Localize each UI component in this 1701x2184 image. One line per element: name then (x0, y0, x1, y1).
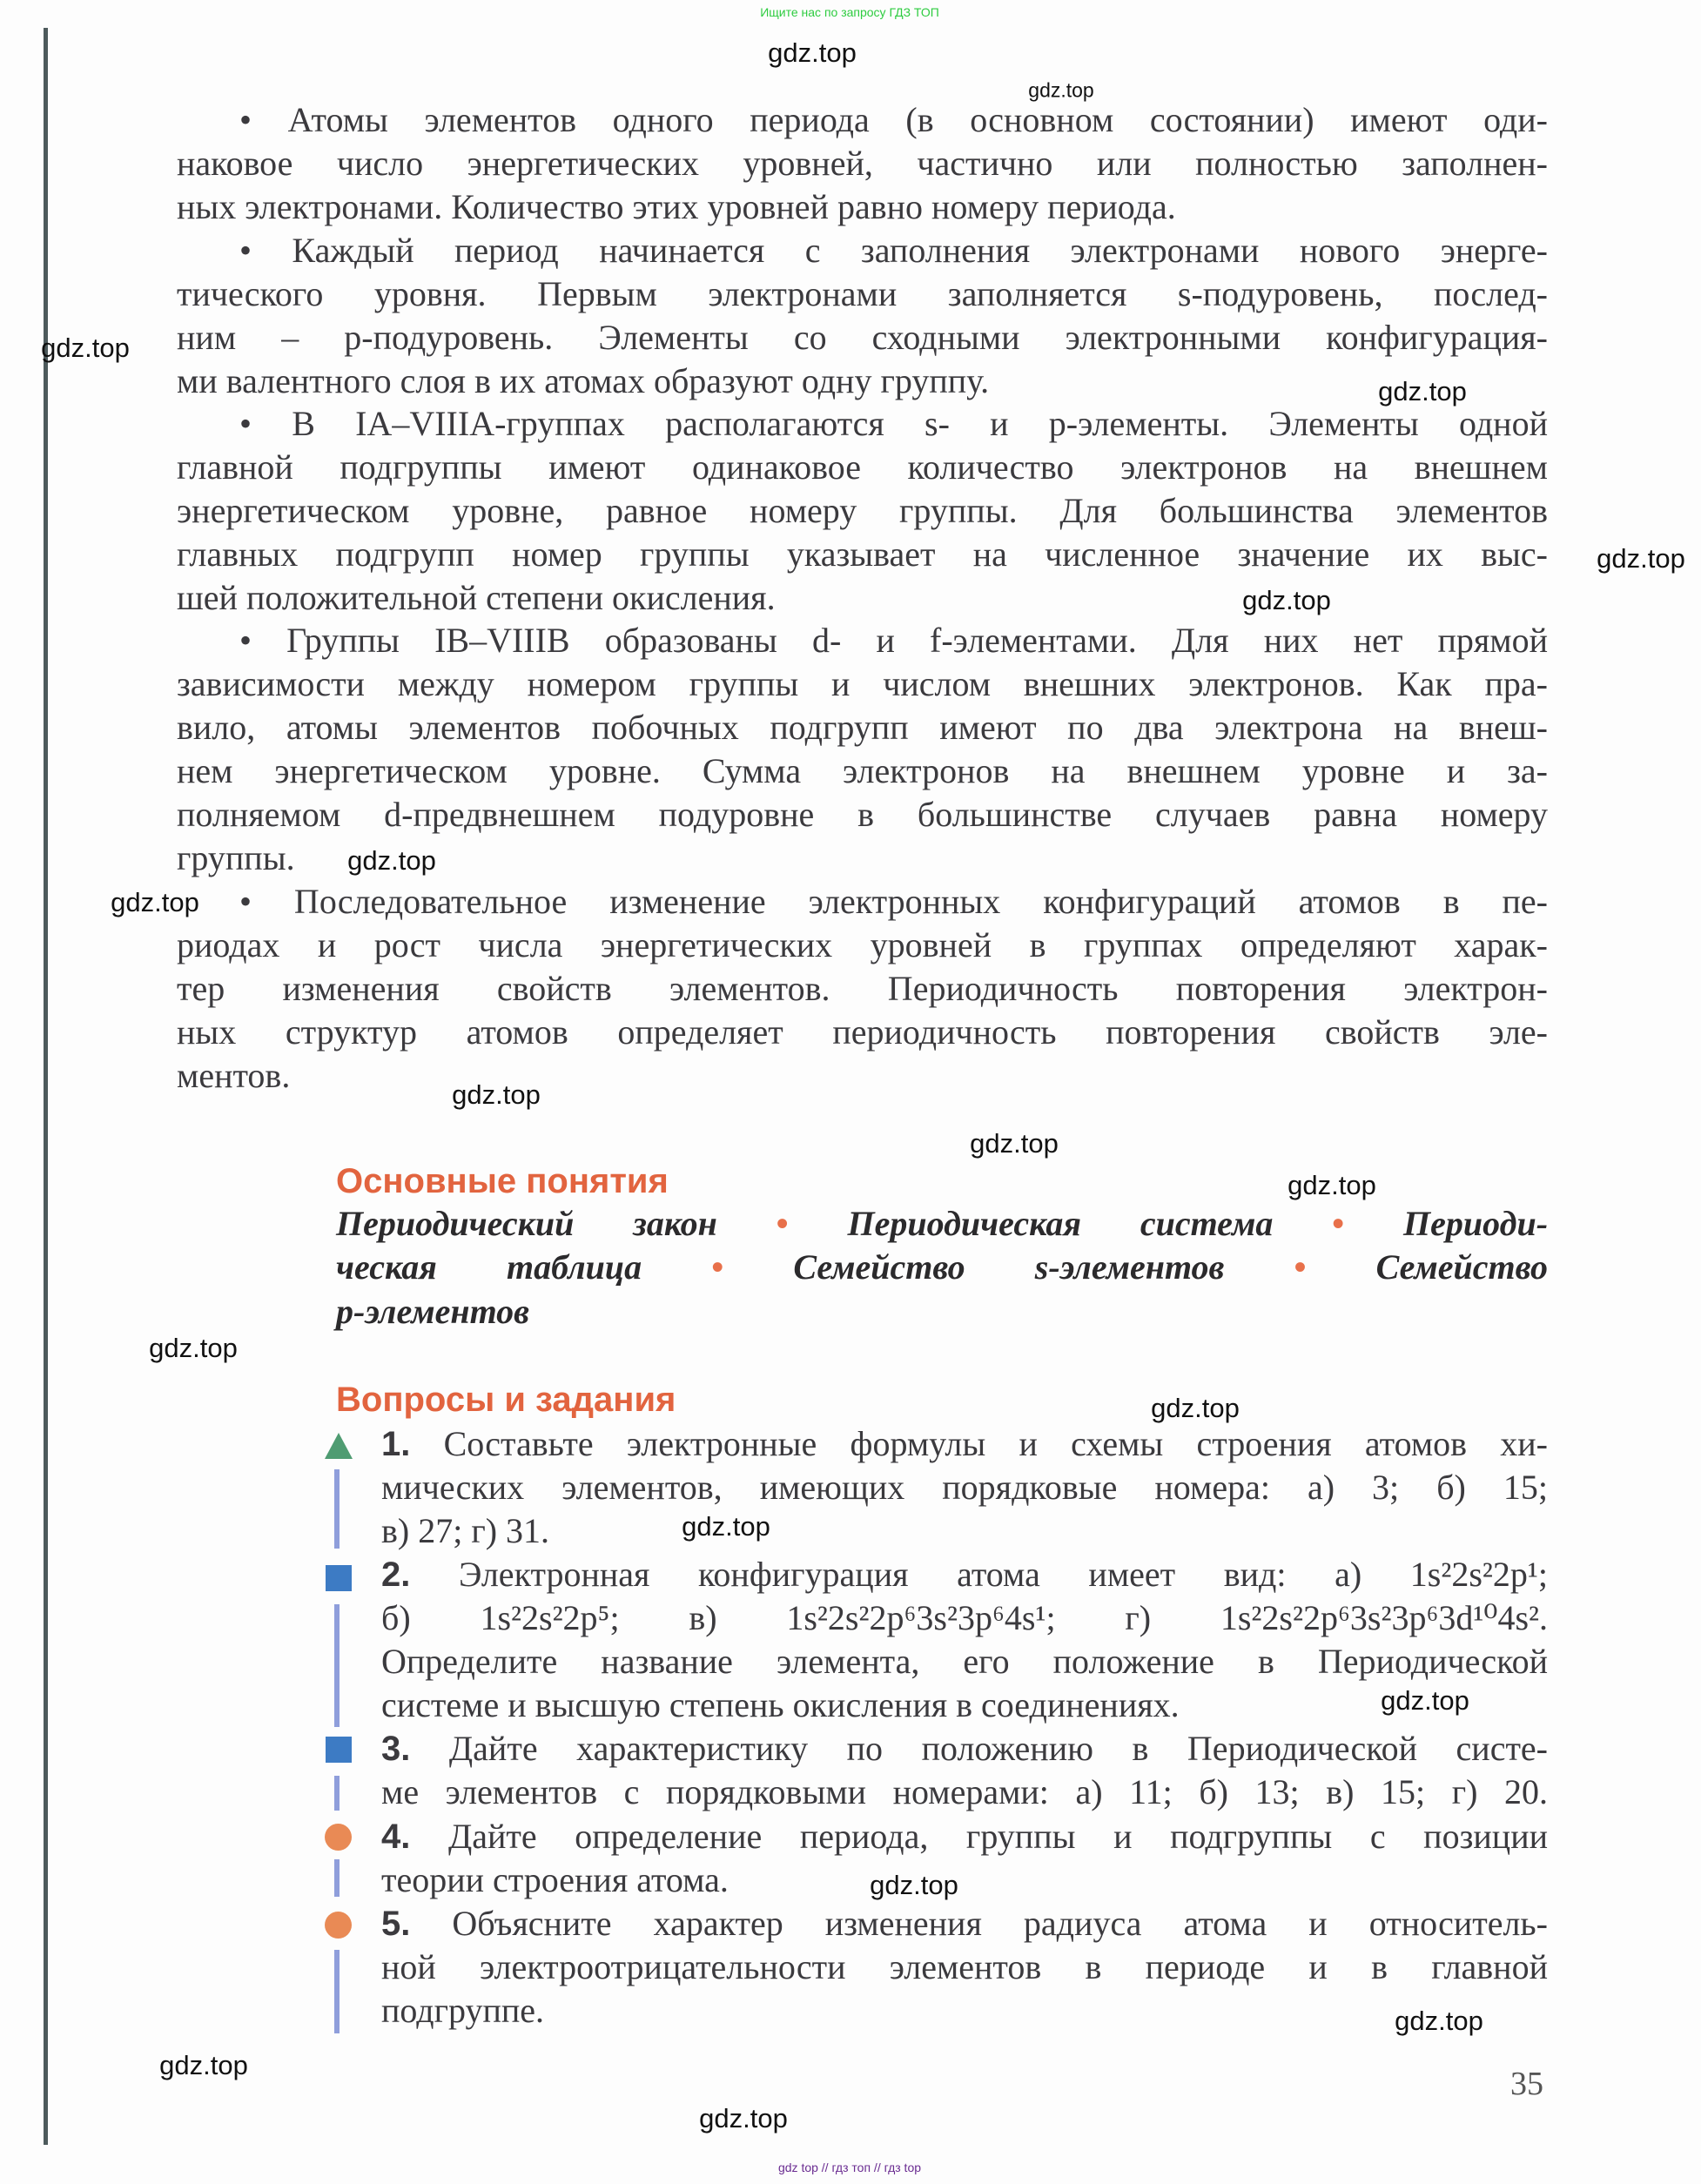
question-line: теории строения атома. (381, 1860, 729, 1899)
paragraph-line: энергетическом уровне, равное номеру группы. Для большинства элементов (177, 491, 1548, 530)
question-line: ной электроотрицательности элементов в периоде и в главной (381, 1947, 1548, 1986)
paragraph-line: главной подгруппы имеют одинаковое количество электронов на внешнем (177, 447, 1548, 487)
paragraph-line: шей положительной степени окисления. (177, 578, 776, 617)
term-separator: • (776, 1204, 789, 1243)
question-number: 1. (381, 1425, 411, 1463)
term-separator: • (1294, 1247, 1307, 1287)
difficulty-circle-icon (325, 1824, 352, 1851)
watermark: gdz.top (768, 37, 857, 68)
watermark: gdz.top (1242, 585, 1331, 615)
question-line: б) 1s²2s²2p⁵; в) 1s²2s²2p⁶3s²3p⁶4s¹; г) 1s²2s²2p⁶3s²3p⁶3d¹⁰4s². (381, 1598, 1548, 1637)
paragraph-line: ных структур атомов определяет периодичность повторения свойств эле- (177, 1012, 1548, 1052)
watermark: gdz.top (41, 333, 130, 363)
watermark: gdz.top (870, 1870, 958, 1900)
key-term: Семейство s-элементов (793, 1247, 1225, 1287)
paragraph-line: тер изменения свойств элементов. Периодичность повторения электрон- (177, 969, 1548, 1008)
question-bar (334, 1604, 340, 1727)
question-line: системе и высшую степень окисления в соединениях. (381, 1685, 1180, 1724)
watermark: gdz.top (1395, 2006, 1483, 2036)
watermark: gdz.top (159, 2050, 248, 2080)
paragraph-line: зависимости между номером группы и числом внешних электронов. Как пра- (177, 664, 1548, 703)
question-text: Дайте характеристику по положению в Периодической систе- (448, 1729, 1548, 1768)
question-line (381, 1553, 1548, 1596)
key-terms-line (336, 1290, 1548, 1334)
term-separator: • (711, 1247, 724, 1287)
watermark: gdz.top (347, 845, 436, 876)
key-term: Периодический закон (336, 1204, 717, 1243)
watermark: gdz.top (1028, 78, 1094, 102)
paragraph-line: ми валентного слоя в их атомах образуют одну группу. (177, 361, 990, 400)
watermark: gdz.top (682, 1511, 770, 1542)
paragraph-line: • Каждый период начинается с заполнения электронами нового энерге- (239, 231, 1548, 270)
watermark: gdz.top (699, 2103, 788, 2134)
question-bar (334, 1859, 340, 1897)
watermark: gdz.top (1151, 1393, 1240, 1423)
top-banner-link[interactable]: Ищите нас по запросу ГДЗ ТОП (760, 5, 939, 19)
watermark: gdz.top (149, 1333, 238, 1363)
watermark: gdz.top (1378, 376, 1467, 407)
question-text: Объясните характер изменения радиуса атома и относитель- (452, 1904, 1548, 1943)
key-term: p-элементов (336, 1292, 530, 1331)
question-text: Составьте электронные формулы и схемы строения атомов хи- (443, 1424, 1548, 1463)
question-line (381, 1815, 1548, 1858)
paragraph-line: тического уровня. Первым электронами заполняется s-подуровень, послед- (177, 274, 1548, 313)
question-line: ме элементов с порядковыми номерами: а) 11; б) 13; в) 15; г) 20. (381, 1772, 1548, 1811)
paragraph-line: • Последовательное изменение электронных конфигураций атомов в пе- (239, 882, 1548, 921)
question-line: в) 27; г) 31. (381, 1511, 550, 1550)
difficulty-square-icon (326, 1565, 352, 1591)
question-line (381, 1422, 1548, 1466)
key-concepts-heading: Основные понятия (336, 1162, 669, 1200)
question-number: 2. (381, 1556, 411, 1594)
key-terms-line (336, 1246, 1548, 1289)
key-terms-line (336, 1202, 1548, 1246)
question-line (381, 1727, 1548, 1771)
question-number: 5. (381, 1905, 411, 1943)
key-term: Периодическая система (847, 1204, 1274, 1243)
questions-heading: Вопросы и задания (336, 1381, 676, 1419)
question-line (381, 1902, 1548, 1945)
question-bar (334, 1776, 340, 1811)
paragraph-line: • В IA–VIIIA-группах располагаются s- и p-элементы. Элементы одной (239, 404, 1548, 443)
paragraph-line: ним – p-подуровень. Элементы со сходными электронными конфигурация- (177, 318, 1548, 357)
watermark: gdz.top (1288, 1170, 1376, 1200)
key-term: Периоди- (1403, 1204, 1549, 1243)
question-line: Определите название элемента, его положение в Периодической (381, 1642, 1548, 1681)
difficulty-circle-icon (325, 1912, 352, 1939)
watermark: gdz.top (111, 887, 199, 917)
question-text: Дайте определение периода, группы и подгруппы с позиции (447, 1817, 1549, 1856)
paragraph-line: ных электронами. Количество этих уровней равно номеру периода. (177, 187, 1176, 226)
question-number: 4. (381, 1818, 411, 1856)
question-number: 3. (381, 1730, 411, 1768)
term-separator: • (1332, 1204, 1345, 1243)
difficulty-square-icon (326, 1737, 352, 1763)
question-line: подгруппе. (381, 1991, 545, 2030)
paragraph-line: группы. (177, 838, 295, 877)
question-bar (334, 1950, 340, 2033)
question-bar (334, 1469, 340, 1549)
paragraph-line: риодах и рост числа энергетических уровней в группах определяют харак- (177, 925, 1548, 964)
watermark: gdz.top (970, 1128, 1059, 1159)
paragraph-line: полняемом d-предвнешнем подуровне в большинстве случаев равна номеру (177, 795, 1548, 834)
question-line: мических элементов, имеющих порядковые номера: а) 3; б) 15; (381, 1468, 1548, 1507)
paragraph-line: нем энергетическом уровне. Сумма электронов на внешнем уровне и за- (177, 751, 1548, 790)
watermark: gdz.top (1597, 543, 1685, 574)
paragraph-line: ментов. (177, 1056, 291, 1095)
paragraph-line: вило, атомы элементов побочных подгрупп имеют по два электрона на внеш- (177, 708, 1548, 747)
question-text: Электронная конфигурация атома имеет вид: а) 1s²2s²2p¹; (458, 1555, 1549, 1594)
watermark: gdz.top (1381, 1685, 1469, 1716)
paragraph-line: главных подгрупп номер группы указывает на численное значение их выс- (177, 534, 1548, 574)
paragraph-line: • Атомы элементов одного периода (в основном состоянии) имеют оди- (239, 100, 1548, 139)
key-term: ческая таблица (336, 1247, 642, 1287)
watermark: gdz.top (452, 1079, 541, 1110)
footer-links[interactable]: gdz top // гдз топ // гдз top (777, 2160, 922, 2174)
key-term: Семейство (1375, 1247, 1548, 1287)
page-number: 35 (1510, 2066, 1543, 2102)
difficulty-triangle-icon (325, 1433, 353, 1459)
paragraph-line: • Группы IB–VIIIB образованы d- и f-элементами. Для них нет прямой (239, 621, 1548, 660)
paragraph-line: наковое число энергетических уровней, частично или полностью заполнен- (177, 144, 1548, 183)
